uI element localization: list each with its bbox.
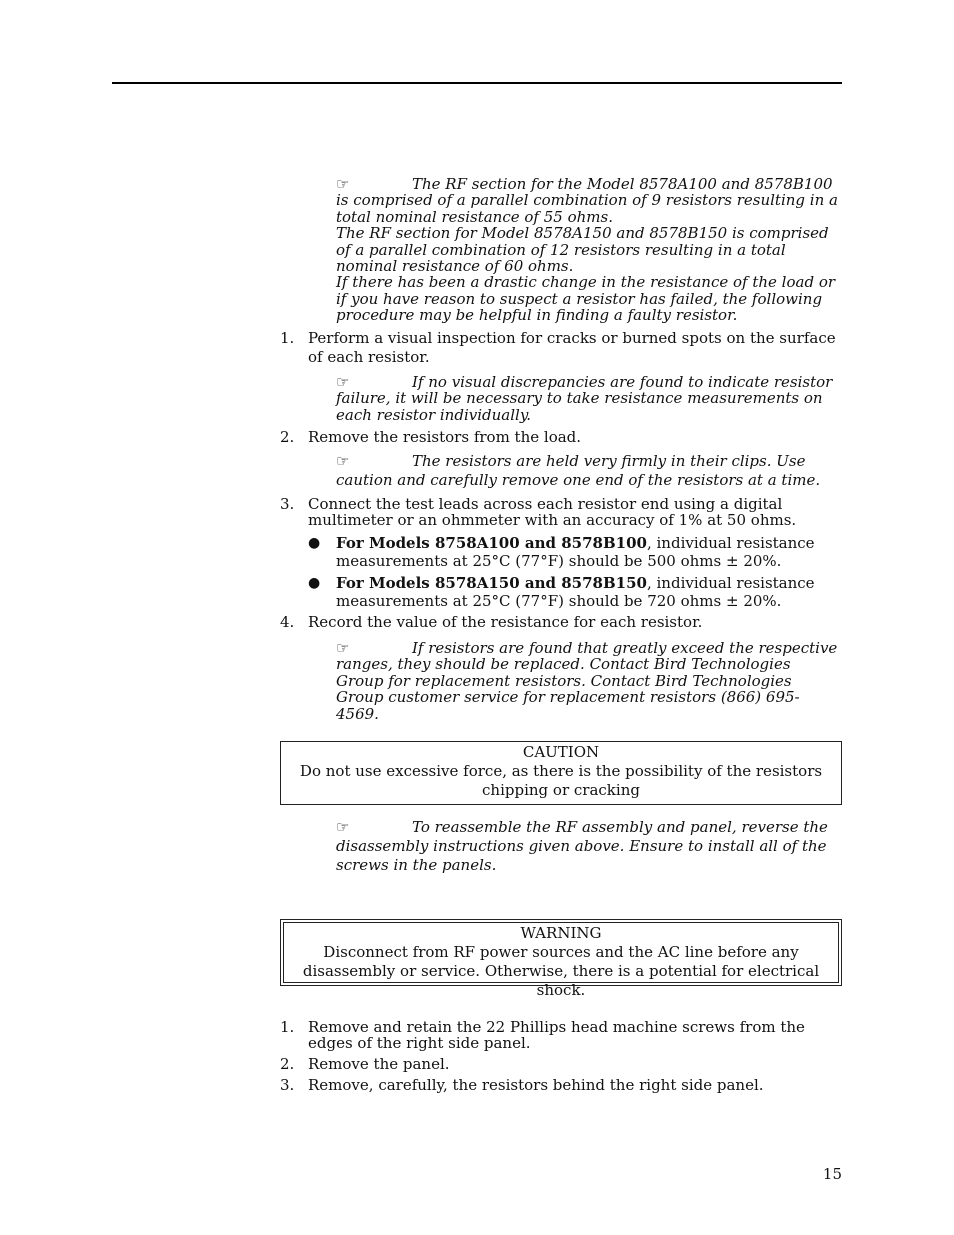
note-text: The resistors are held very firmly in their clips. Use caution and carefully remove one end of the resistors at a time. <box>336 452 821 489</box>
warning-text: Disconnect from RF power sources and the AC line before any disassembly or service. Otherwise, there is a potential for electrical shock. <box>302 943 820 999</box>
note-text: To reassemble the RF assembly and panel, reverse the disassembly instructions given above. Ensure to install all of the screws in the panels. <box>336 818 828 874</box>
warning-title: WARNING <box>520 924 602 942</box>
note-reassemble <box>336 818 842 875</box>
step-number: 1. <box>280 329 295 347</box>
list-item <box>308 534 842 570</box>
header-rule <box>112 82 842 84</box>
step-text: Remove the panel. <box>308 1055 450 1073</box>
list-item <box>280 1077 842 1094</box>
page-number: 15 <box>822 1165 842 1183</box>
step-number: 3. <box>280 1076 295 1094</box>
step-number: 2. <box>280 1055 295 1073</box>
list-item <box>308 574 842 610</box>
bullet-icon: ● <box>308 575 321 591</box>
list-item <box>280 614 842 631</box>
caution-text: Do not use excessive force, as there is the possibility of the resistors chipping or cracking <box>299 762 823 799</box>
list-item <box>280 429 842 446</box>
step-number: 2. <box>280 428 295 446</box>
note-rf-section <box>336 176 842 324</box>
step-text: Remove and retain the 22 Phillips head machine screws from the edges of the right side panel. <box>308 1018 805 1052</box>
step-text: Perform a visual inspection for cracks or burned spots on the surface of each resistor. <box>308 329 836 366</box>
pointing-hand-icon: ☞ <box>336 639 350 657</box>
step-text: Remove, carefully, the resistors behind the right side panel. <box>308 1076 764 1094</box>
step-text: Record the value of the resistance for each resistor. <box>308 613 703 631</box>
caution-box <box>280 741 842 805</box>
note-text: If resistors are found that greatly exceed the respective ranges, they should be replaced. Contact Bird Technologies Group for replacement resistors. Contact Bird Technologies Group customer service for replacement resistors (866) 695-4569. <box>336 639 838 723</box>
step-text: Connect the test leads across each resistor end using a digital multimeter or an ohmmeter with an accuracy of 1% at 50 ohms. <box>308 495 797 529</box>
pointing-hand-icon: ☞ <box>336 818 350 836</box>
note-line: The RF section for the Model 8578A100 and 8578B100 is comprised of a parallel combination of 9 resistors resulting in a total nominal resistance of 55 ohms. <box>336 175 838 226</box>
warning-box <box>280 919 842 999</box>
step-number: 1. <box>280 1018 295 1036</box>
step-number: 4. <box>280 613 295 631</box>
note-resistor-clips <box>336 452 842 490</box>
note-line: The RF section for Model 8578A150 and 8578B150 is comprised of a parallel combination of 12 resistors resulting in a total nominal resistance of 60 ohms. <box>336 224 829 276</box>
pointing-hand-icon: ☞ <box>336 373 350 391</box>
bullet-text: For Models 8578A150 and 8578B150, individual resistance measurements at 25°C (77°F) should be 720 ohms ± 20%. <box>336 574 815 610</box>
pointing-hand-icon: ☞ <box>336 175 350 193</box>
bullet-icon: ● <box>308 535 321 551</box>
bullet-text: For Models 8758A100 and 8578B100, individual resistance measurements at 25°C (77°F) should be 500 ohms ± 20%. <box>336 534 815 570</box>
pointing-hand-icon: ☞ <box>336 452 350 470</box>
list-item <box>280 496 842 528</box>
note-visual-discrepancies <box>336 374 842 423</box>
list-item <box>280 1019 842 1051</box>
note-replacement <box>336 640 842 722</box>
note-text: If no visual discrepancies are found to indicate resistor failure, it will be necessary to take resistance measurements on each resistor individually. <box>336 373 833 424</box>
step-text: Remove the resistors from the load. <box>308 428 582 446</box>
caution-title: CAUTION <box>522 743 600 761</box>
step-number: 3. <box>280 495 295 513</box>
list-item <box>280 329 842 367</box>
note-line: If there has been a drastic change in the resistance of the load or if you have reason to suspect a resistor has failed, the following procedure may be helpful in finding a faulty resistor. <box>336 273 836 325</box>
list-item <box>280 1056 842 1073</box>
